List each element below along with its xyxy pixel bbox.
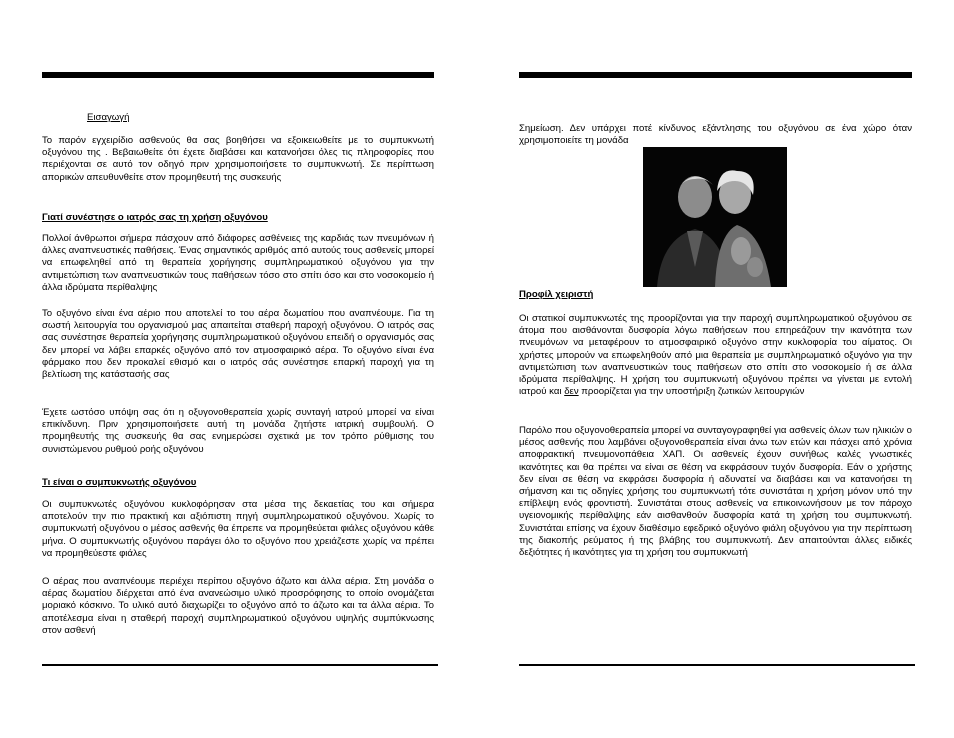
paragraph-warning: Έχετε ωστόσο υπόψη σας ότι η οξυγονοθεραπεία χωρίς συνταγή ιατρού μπορεί να είναι επικίνδυνη. Πριν χρησιμοποιήσετε αυτή τη μονάδα ζητήστε ιατρική συμβουλή. Ο προμηθευτής της συσκευής θα σας ενημερώσει σχετικά με τον τρόπο ρύθμισης του συνιστώμενου ρυθμού ροής οξυγόνου: [42, 407, 434, 455]
left-top-rule: [42, 72, 434, 78]
note-paragraph: Σημείωση. Δεν υπάρχει ποτέ κίνδυνος εξάντλησης του οξυγόνου σε ένα χώρο όταν χρησιμοποιείτε τη μονάδα: [519, 123, 912, 147]
right-top-rule: [519, 72, 912, 78]
right-bottom-rule: [519, 664, 915, 666]
profile-text-part1: Οι στατικοί συμπυκνωτές της προορίζονται για την παροχή συμπληρωματικού οξυγόνου σε άτομα που αισθάνονται δυσφορία λόγω παθήσεων που επηρεάζουν την ικανότητα των πνευμόνων να μεταφέρουν το ατμοσφαιρικό οξυγόνο στην κυκλοφορία του αίματος. Οι χρήστες μπορούν να επωφεληθούν από μια θεραπεία με συμπληρωματικό οξυγόνο για την αντιμετώπιση των αναπνευστικών τους παθήσεων στο σπίτι στο νοσοκομείο ή σε άλλα ιδρύματα περίθαλψης. Η χρήση του συμπυκνωτή οξυγόνου πρέπει να γίνεται με εντολή ιατρού και: [519, 313, 912, 398]
section-title-introduction: Εισαγωγή: [87, 112, 130, 123]
paragraph-concentrators: Οι συμπυκνωτές οξυγόνου κυκλοφόρησαν στα μέσα της δεκαετίας του και σήμερα αποτελούν την πιο πρακτική και αξιόπιστη πηγή συμπληρωματικού οξυγόνου. Χωρίς το συμπυκνωτή οξυγόνου ο μέσος ασθενής θα έπρεπε να προμηθεύεται φιάλες οξυγόνου κάθε μήνα. Ο συμπυκνωτής οξυγόνου παράγει όλο το οξυγόνο που χρειάζεστε χωρίς να πρέπει να προμηθεύεστε φιάλες: [42, 499, 434, 559]
left-bottom-rule: [42, 664, 438, 666]
profile-text-part2: προορίζεται για την υποστήριξη ζωτικών λειτουργιών: [581, 386, 805, 398]
heading-what-is-concentrator: Τι είναι ο συμπυκνωτής οξυγόνου: [42, 477, 197, 488]
paragraph-operator-profile: [519, 313, 912, 398]
elderly-couple-photo: [643, 147, 787, 287]
paragraph-oxygen-gas: Το οξυγόνο είναι ένα αέριο που αποτελεί το του αέρα δωματίου που αναπνέουμε. Για τη σωστή λειτουργία του οργανισμού μας απαιτείται σταθερή παροχή οξυγόνου. Ο ιατρός σας σας συνέστησε θεραπεία χορήγησης συμπληρωματικού οξυγόνου επειδή ο οργανισμός σας δεν μπορεί να λάβει επαρκές οξυγόνο από τον ατμοσφαιρικό αέρα. Το οξυγόνο είναι ένα φάρμακο που δεν προκαλεί εθισμό και ο ιατρός σάς συνέστησε επαρκή παροχή για τη βελτίωση της κατάστασής σας: [42, 308, 434, 381]
heading-operator-profile: Προφίλ χειριστή: [519, 289, 594, 300]
paragraph-air-composition: Ο αέρας που αναπνέουμε περιέχει περίπου οξυγόνο άζωτο και άλλα αέρια. Στη μονάδα ο αέρας δωματίου διέρχεται από ένα ανανεώσιμο υλικό προσρόφησης το οποίο ονομάζεται μοριακό κόσκινο. Το υλικό αυτό διαχωρίζει το οξυγόνο από το άζωτο και τα άλλα αέρια. Το αποτέλεσμα είναι η σταθερή παροχή συμπληρωματικού οξυγόνου υψηλής συμπύκνωσης στον ασθενή: [42, 576, 434, 636]
paragraph-diseases: Πολλοί άνθρωποι σήμερα πάσχουν από διάφορες ασθένειες της καρδιάς των πνευμόνων ή άλλες αναπνευστικές παθήσεις. Ένας σημαντικός αριθμός από αυτούς τους ασθενείς μπορεί να επωφεληθεί από τη θεραπεία χορήγησης συμπληρωματικού οξυγόνου για την αντιμετώπιση των αναπνευστικών τους παθήσεων τόσο στο σπίτι όσο και στο νοσοκομείο ή άλλα ιδρύματα περίθαλψης: [42, 233, 434, 293]
paragraph-patient-info: Παρόλο που οξυγονοθεραπεία μπορεί να συνταγογραφηθεί για ασθενείς όλων των ηλικιών ο μέσος ασθενής που λαμβάνει οξυγονοθεραπεία είναι άνω των ετών και πάσχει από χρόνια αποφρακτική πνευμονοπάθεια ΧΑΠ. Οι ασθενείς έχουν συνήθως καλές γνωστικές ικανότητες και θα πρέπει να είναι σε θέση να εκφράσουν τυχόν δυσφορία. Εάν ο χρήστης δεν είναι σε θέση να εκφράσει δυσφορία ή αδυνατεί να διαβάσει και να κατανοήσει τη σήμανση και τις οδηγίες χρήσης του συμπυκνωτή τότε συνιστάται η χρήση μόνον υπό την επίβλεψη ενός φροντιστή. Συνιστάται στους ασθενείς να επικοινωνήσουν με τον πάροχο υγειονομικής περίθαλψης εάν αισθανθούν δυσφορία κατά τη χρήση του συμπυκνωτή. Συνιστάται επίσης να έχουν διαθέσιμο εφεδρικό οξυγόνο φιάλη οξυγόνου για την περίπτωση της διακοπής ρεύματος ή της βλάβης του συμπυκνωτή. Δεν απαιτούνται άλλες ειδικές δεξιότητες ή ικανότητες για τη χρήση του συμπυκνωτή: [519, 425, 912, 559]
underlined-not-word: δεν: [564, 386, 579, 398]
intro-paragraph: Το παρόν εγχειρίδιο ασθενούς θα σας βοηθήσει να εξοικειωθείτε με το συμπυκνωτή οξυγόνου της . Βεβαιωθείτε ότι έχετε διαβάσει και κατανοήσει όλες τις πληροφορίες που περιέχονται σε αυτό τον οδηγό πριν χρησιμοποιήσετε το συμπυκνωτή. Σε περίπτωση απορικών απευθυνθείτε στον προμηθευτή της συσκευής: [42, 135, 434, 183]
heading-why-oxygen: Γιατί συνέστησε ο ιατρός σας τη χρήση οξυγόνου: [42, 212, 268, 223]
